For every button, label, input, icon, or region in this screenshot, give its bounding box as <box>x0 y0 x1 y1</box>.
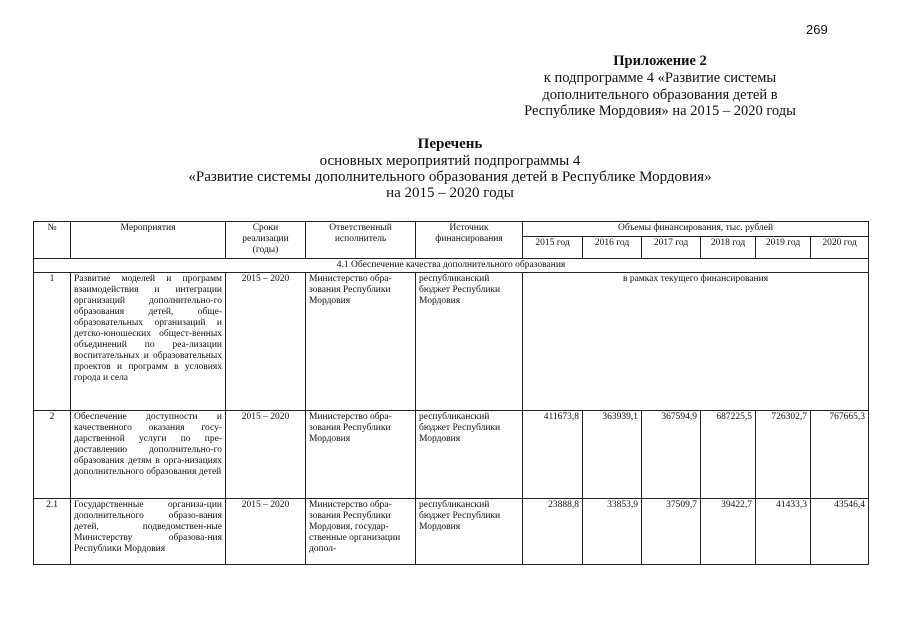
header-year: 2017 год <box>642 237 701 259</box>
row-value: 37509,7 <box>642 499 701 565</box>
header-num: № <box>34 222 71 259</box>
header-year: 2018 год <box>701 237 756 259</box>
header-period: Сроки реализации (годы) <box>226 222 306 259</box>
measures-table <box>33 221 869 565</box>
list-subtitle-line: основных мероприятий подпрограммы 4 <box>319 153 581 169</box>
appendix-line: к подпрограмме 4 «Развитие системы <box>543 70 777 86</box>
row-num: 1 <box>34 273 71 411</box>
header-source: Источник финансирования <box>416 222 523 259</box>
row-value: 367594,9 <box>642 411 701 499</box>
list-subtitle-line: на 2015 – 2020 годы <box>386 185 514 201</box>
row-executor: Министерство обра-зования Республики Мордовия <box>306 273 416 411</box>
row-value: 33853,9 <box>583 499 642 565</box>
row-measure: Обеспечение доступности и качественного оказания госу-дарственной услуги по пре-доставлению дополнительно-го образования детям в орга-низациях дополнительного образования детей <box>71 411 226 499</box>
row-funding-note: в рамках текущего финансирования <box>523 273 869 411</box>
row-value: 411673,8 <box>523 411 583 499</box>
row-value: 39422,7 <box>701 499 756 565</box>
row-num: 2.1 <box>34 499 71 565</box>
row-value: 687225,5 <box>701 411 756 499</box>
appendix-line: Республике Мордовия» на 2015 – 2020 годы <box>524 103 796 119</box>
row-value: 767665,3 <box>811 411 869 499</box>
row-measure: Государственные организа-ции дополнительного образо-вания детей, подведомствен-ные Министерству образова-ния Республики Мордовия <box>71 499 226 565</box>
table-row <box>34 499 869 565</box>
row-executor: Министерство обра-зования Республики Мордовия <box>306 411 416 499</box>
list-subtitle-line: «Развитие системы дополнительного образования детей в Республике Мордовия» <box>188 169 712 185</box>
header-year: 2019 год <box>756 237 811 259</box>
list-title: Перечень <box>417 136 483 152</box>
page-number: 269 <box>806 22 828 37</box>
appendix-block <box>470 52 850 120</box>
row-value: 23888,8 <box>523 499 583 565</box>
row-period: 2015 – 2020 <box>226 411 306 499</box>
row-value: 43546,4 <box>811 499 869 565</box>
row-source: республиканский бюджет Республики Мордовия <box>416 499 523 565</box>
row-period: 2015 – 2020 <box>226 499 306 565</box>
row-source: республиканский бюджет Республики Мордовия <box>416 411 523 499</box>
section-row <box>34 259 869 273</box>
row-num: 2 <box>34 411 71 499</box>
section-title: 4.1 Обеспечение качества дополнительного образования <box>34 259 869 273</box>
row-source: республиканский бюджет Республики Мордовия <box>416 273 523 411</box>
table-row <box>34 273 869 411</box>
header-funding: Объемы финансирования, тыс. рублей <box>523 222 869 237</box>
appendix-line: дополнительного образования детей в <box>542 86 778 103</box>
header-measure: Мероприятия <box>71 222 226 259</box>
table-row <box>34 411 869 499</box>
row-executor: Министерство обра-зования Республики Мордовия, государ-ственные организации допол- <box>306 499 416 565</box>
row-value: 363939,1 <box>583 411 642 499</box>
header-year: 2016 год <box>583 237 642 259</box>
header-year: 2015 год <box>523 237 583 259</box>
row-value: 726302,7 <box>756 411 811 499</box>
row-measure: Развитие моделей и программ взаимодействия и интеграции организаций дополнительно-го образования детей, обще-образовательных организаций и детско-юношеских общест-венных объединений по реа-лизации воспитательных и образовательных проектов и программ в условиях города и села <box>71 273 226 411</box>
header-year: 2020 год <box>811 237 869 259</box>
list-title-block <box>140 135 760 201</box>
appendix-title: Приложение 2 <box>613 53 707 69</box>
header-executor: Ответственный исполнитель <box>306 222 416 259</box>
row-period: 2015 – 2020 <box>226 273 306 411</box>
row-value: 41433,3 <box>756 499 811 565</box>
